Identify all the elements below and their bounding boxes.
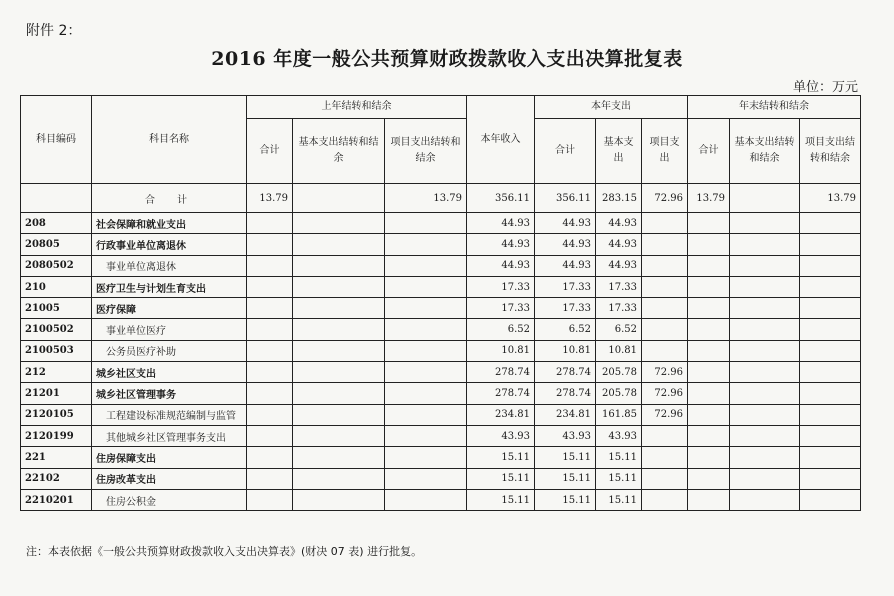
row-end-total-cell bbox=[688, 298, 730, 319]
row-income-cell: 15.11 bbox=[467, 489, 535, 510]
table-row bbox=[21, 425, 861, 446]
row-exp-project-cell bbox=[642, 489, 688, 510]
row-exp-total-cell: 15.11 bbox=[535, 468, 596, 489]
row-name-cell: 城乡社区管理事务 bbox=[92, 383, 247, 404]
exp-basic-text: 基本支出 bbox=[603, 137, 634, 164]
row-prev-project-cell bbox=[385, 255, 467, 276]
row-income-cell: 278.74 bbox=[467, 362, 535, 383]
row-income-cell: 43.93 bbox=[467, 425, 535, 446]
row-prev-project-cell bbox=[385, 425, 467, 446]
row-income-cell: 17.33 bbox=[467, 298, 535, 319]
row-end-basic-cell bbox=[730, 383, 800, 404]
col-exp-basic-header bbox=[596, 119, 642, 184]
total-prev-basic bbox=[293, 184, 385, 213]
row-prev-basic-cell bbox=[293, 298, 385, 319]
total-prev-project: 13.79 bbox=[385, 184, 467, 213]
row-code-cell: 2100503 bbox=[21, 340, 92, 361]
table-row bbox=[21, 276, 861, 297]
row-income-cell: 17.33 bbox=[467, 276, 535, 297]
prev-project-text: 项目支出结转和结余 bbox=[390, 137, 461, 164]
row-end-basic-cell bbox=[730, 340, 800, 361]
row-prev-total-cell bbox=[247, 447, 293, 468]
col-exp-total-header: 合计 bbox=[535, 119, 596, 184]
row-prev-project-cell bbox=[385, 362, 467, 383]
col-name-header: 科目名称 bbox=[92, 96, 247, 184]
row-income-cell: 15.11 bbox=[467, 447, 535, 468]
table-row bbox=[21, 298, 861, 319]
row-prev-total-cell bbox=[247, 404, 293, 425]
table-row bbox=[21, 489, 861, 510]
row-exp-project-cell bbox=[642, 319, 688, 340]
row-exp-project-cell bbox=[642, 447, 688, 468]
row-exp-basic-cell: 15.11 bbox=[596, 468, 642, 489]
col-income-header: 本年收入 bbox=[467, 96, 535, 184]
row-end-basic-cell bbox=[730, 255, 800, 276]
header-row-groups bbox=[21, 96, 861, 119]
row-prev-basic-cell bbox=[293, 468, 385, 489]
row-exp-basic-cell: 44.93 bbox=[596, 255, 642, 276]
row-end-project-cell bbox=[800, 489, 861, 510]
table-row bbox=[21, 468, 861, 489]
total-exp-total: 356.11 bbox=[535, 184, 596, 213]
row-name-cell: 住房改革支出 bbox=[92, 468, 247, 489]
row-name-cell: 事业单位离退休 bbox=[92, 255, 247, 276]
row-end-total-cell bbox=[688, 362, 730, 383]
row-income-cell: 44.93 bbox=[467, 234, 535, 255]
unit-label: 单位：万元 bbox=[792, 80, 858, 95]
row-code-cell: 2100502 bbox=[21, 319, 92, 340]
row-end-project-cell bbox=[800, 404, 861, 425]
row-end-total-cell bbox=[688, 340, 730, 361]
table-row bbox=[21, 255, 861, 276]
row-exp-project-cell: 72.96 bbox=[642, 362, 688, 383]
row-end-project-cell bbox=[800, 234, 861, 255]
row-exp-project-cell: 72.96 bbox=[642, 404, 688, 425]
row-exp-basic-cell: 205.78 bbox=[596, 383, 642, 404]
row-exp-total-cell: 44.93 bbox=[535, 255, 596, 276]
row-exp-basic-cell: 15.11 bbox=[596, 447, 642, 468]
row-prev-total-cell bbox=[247, 276, 293, 297]
row-end-project-cell bbox=[800, 298, 861, 319]
table-row bbox=[21, 213, 861, 234]
row-exp-total-cell: 44.93 bbox=[535, 234, 596, 255]
row-name-cell: 住房公积金 bbox=[92, 489, 247, 510]
attachment-label: 附件 2： bbox=[26, 23, 82, 39]
row-exp-basic-cell: 205.78 bbox=[596, 362, 642, 383]
row-end-project-cell bbox=[800, 468, 861, 489]
row-end-basic-cell bbox=[730, 298, 800, 319]
row-exp-total-cell: 15.11 bbox=[535, 489, 596, 510]
row-exp-project-cell: 72.96 bbox=[642, 383, 688, 404]
row-end-basic-cell bbox=[730, 404, 800, 425]
row-exp-total-cell: 234.81 bbox=[535, 404, 596, 425]
row-exp-basic-cell: 43.93 bbox=[596, 425, 642, 446]
row-exp-total-cell: 15.11 bbox=[535, 447, 596, 468]
total-end-total: 13.79 bbox=[688, 184, 730, 213]
row-name-cell: 其他城乡社区管理事务支出 bbox=[92, 425, 247, 446]
row-end-total-cell bbox=[688, 213, 730, 234]
row-code-cell: 2120199 bbox=[21, 425, 92, 446]
col-end-basic-header bbox=[730, 119, 800, 184]
row-prev-basic-cell bbox=[293, 447, 385, 468]
row-exp-total-cell: 278.74 bbox=[535, 383, 596, 404]
row-exp-basic-cell: 44.93 bbox=[596, 213, 642, 234]
row-income-cell: 44.93 bbox=[467, 255, 535, 276]
total-income: 356.11 bbox=[467, 184, 535, 213]
row-prev-total-cell bbox=[247, 298, 293, 319]
total-exp-basic: 283.15 bbox=[596, 184, 642, 213]
row-exp-basic-cell: 10.81 bbox=[596, 340, 642, 361]
row-name-cell: 医疗保障 bbox=[92, 298, 247, 319]
row-prev-basic-cell bbox=[293, 362, 385, 383]
row-exp-project-cell bbox=[642, 213, 688, 234]
row-end-total-cell bbox=[688, 404, 730, 425]
row-end-total-cell bbox=[688, 447, 730, 468]
col-prev-project-header bbox=[385, 119, 467, 184]
row-prev-project-cell bbox=[385, 298, 467, 319]
row-end-basic-cell bbox=[730, 234, 800, 255]
table-row bbox=[21, 340, 861, 361]
row-exp-total-cell: 43.93 bbox=[535, 425, 596, 446]
table-row bbox=[21, 447, 861, 468]
row-end-project-cell bbox=[800, 362, 861, 383]
total-prev-total: 13.79 bbox=[247, 184, 293, 213]
row-prev-total-cell bbox=[247, 213, 293, 234]
row-income-cell: 10.81 bbox=[467, 340, 535, 361]
row-prev-project-cell bbox=[385, 447, 467, 468]
row-exp-total-cell: 17.33 bbox=[535, 298, 596, 319]
budget-table bbox=[20, 95, 861, 511]
total-label-cell: 合 计 bbox=[92, 184, 247, 213]
row-end-total-cell bbox=[688, 489, 730, 510]
row-prev-project-cell bbox=[385, 213, 467, 234]
footnote: 注：本表依据《一般公共预算财政拨款收入支出决算表》(财决 07 表) 进行批复。 bbox=[26, 545, 423, 558]
row-exp-project-cell bbox=[642, 340, 688, 361]
row-prev-project-cell bbox=[385, 489, 467, 510]
total-code-cell bbox=[21, 184, 92, 213]
row-prev-total-cell bbox=[247, 362, 293, 383]
row-end-project-cell bbox=[800, 276, 861, 297]
row-code-cell: 221 bbox=[21, 447, 92, 468]
row-end-basic-cell bbox=[730, 489, 800, 510]
col-exp-group-header: 本年支出 bbox=[535, 96, 688, 119]
row-end-project-cell bbox=[800, 255, 861, 276]
row-prev-total-cell bbox=[247, 468, 293, 489]
page-title: 2016 年度一般公共预算财政拨款收入支出决算批复表 bbox=[211, 48, 683, 70]
row-code-cell: 2210201 bbox=[21, 489, 92, 510]
col-code-header: 科目编码 bbox=[21, 96, 92, 184]
row-prev-basic-cell bbox=[293, 234, 385, 255]
row-name-cell: 医疗卫生与计划生育支出 bbox=[92, 276, 247, 297]
row-prev-total-cell bbox=[247, 383, 293, 404]
row-end-project-cell bbox=[800, 213, 861, 234]
row-prev-total-cell bbox=[247, 255, 293, 276]
row-name-cell: 住房保障支出 bbox=[92, 447, 247, 468]
row-prev-basic-cell bbox=[293, 489, 385, 510]
table-row bbox=[21, 234, 861, 255]
row-exp-basic-cell: 6.52 bbox=[596, 319, 642, 340]
col-end-project-header bbox=[800, 119, 861, 184]
row-end-project-cell bbox=[800, 340, 861, 361]
row-exp-total-cell: 17.33 bbox=[535, 276, 596, 297]
row-end-basic-cell bbox=[730, 425, 800, 446]
row-end-total-cell bbox=[688, 276, 730, 297]
table-body bbox=[21, 184, 861, 511]
row-code-cell: 22102 bbox=[21, 468, 92, 489]
row-income-cell: 15.11 bbox=[467, 468, 535, 489]
row-exp-total-cell: 278.74 bbox=[535, 362, 596, 383]
total-row bbox=[21, 184, 861, 213]
row-exp-basic-cell: 17.33 bbox=[596, 276, 642, 297]
row-prev-total-cell bbox=[247, 234, 293, 255]
row-name-cell: 行政事业单位离退休 bbox=[92, 234, 247, 255]
table-row bbox=[21, 362, 861, 383]
row-prev-basic-cell bbox=[293, 340, 385, 361]
row-end-project-cell bbox=[800, 383, 861, 404]
row-exp-basic-cell: 17.33 bbox=[596, 298, 642, 319]
total-end-project: 13.79 bbox=[800, 184, 861, 213]
row-prev-basic-cell bbox=[293, 425, 385, 446]
row-end-total-cell bbox=[688, 234, 730, 255]
row-end-basic-cell bbox=[730, 468, 800, 489]
row-prev-total-cell bbox=[247, 319, 293, 340]
end-basic-text: 基本支出结转和结余 bbox=[734, 137, 795, 164]
col-exp-project-header bbox=[642, 119, 688, 184]
row-exp-project-cell bbox=[642, 234, 688, 255]
row-prev-total-cell bbox=[247, 489, 293, 510]
row-prev-project-cell bbox=[385, 404, 467, 425]
row-prev-basic-cell bbox=[293, 255, 385, 276]
row-end-basic-cell bbox=[730, 319, 800, 340]
row-end-project-cell bbox=[800, 319, 861, 340]
row-prev-basic-cell bbox=[293, 404, 385, 425]
row-exp-project-cell bbox=[642, 298, 688, 319]
row-exp-basic-cell: 44.93 bbox=[596, 234, 642, 255]
row-name-cell: 社会保障和就业支出 bbox=[92, 213, 247, 234]
row-exp-basic-cell: 15.11 bbox=[596, 489, 642, 510]
row-end-basic-cell bbox=[730, 362, 800, 383]
row-exp-basic-cell: 161.85 bbox=[596, 404, 642, 425]
row-name-cell: 公务员医疗补助 bbox=[92, 340, 247, 361]
row-exp-total-cell: 6.52 bbox=[535, 319, 596, 340]
row-code-cell: 21201 bbox=[21, 383, 92, 404]
row-end-total-cell bbox=[688, 255, 730, 276]
row-income-cell: 234.81 bbox=[467, 404, 535, 425]
row-prev-basic-cell bbox=[293, 213, 385, 234]
row-prev-total-cell bbox=[247, 425, 293, 446]
row-end-project-cell bbox=[800, 425, 861, 446]
row-end-total-cell bbox=[688, 319, 730, 340]
col-end-total-header: 合计 bbox=[688, 119, 730, 184]
row-prev-project-cell bbox=[385, 319, 467, 340]
row-exp-project-cell bbox=[642, 425, 688, 446]
row-exp-project-cell bbox=[642, 276, 688, 297]
row-code-cell: 208 bbox=[21, 213, 92, 234]
row-exp-project-cell bbox=[642, 255, 688, 276]
row-code-cell: 2080502 bbox=[21, 255, 92, 276]
row-prev-basic-cell bbox=[293, 276, 385, 297]
total-exp-project: 72.96 bbox=[642, 184, 688, 213]
row-prev-total-cell bbox=[247, 340, 293, 361]
row-end-total-cell bbox=[688, 468, 730, 489]
col-end-group-header: 年末结转和结余 bbox=[688, 96, 861, 119]
row-name-cell: 事业单位医疗 bbox=[92, 319, 247, 340]
row-income-cell: 44.93 bbox=[467, 213, 535, 234]
row-exp-total-cell: 44.93 bbox=[535, 213, 596, 234]
row-prev-basic-cell bbox=[293, 319, 385, 340]
table-row bbox=[21, 404, 861, 425]
total-end-basic bbox=[730, 184, 800, 213]
row-code-cell: 20805 bbox=[21, 234, 92, 255]
table-row bbox=[21, 319, 861, 340]
row-end-total-cell bbox=[688, 425, 730, 446]
exp-project-text: 项目支出 bbox=[649, 137, 680, 164]
row-prev-project-cell bbox=[385, 234, 467, 255]
end-project-text: 项目支出结转和结余 bbox=[805, 137, 856, 164]
row-code-cell: 2120105 bbox=[21, 404, 92, 425]
row-end-basic-cell bbox=[730, 276, 800, 297]
row-income-cell: 6.52 bbox=[467, 319, 535, 340]
row-code-cell: 210 bbox=[21, 276, 92, 297]
row-prev-project-cell bbox=[385, 383, 467, 404]
row-end-project-cell bbox=[800, 447, 861, 468]
row-end-basic-cell bbox=[730, 447, 800, 468]
col-prev-total-header: 合计 bbox=[247, 119, 293, 184]
row-name-cell: 工程建设标准规范编制与监管 bbox=[92, 404, 247, 425]
row-end-total-cell bbox=[688, 383, 730, 404]
row-name-cell: 城乡社区支出 bbox=[92, 362, 247, 383]
row-code-cell: 212 bbox=[21, 362, 92, 383]
prev-basic-text: 基本支出结转和结余 bbox=[298, 137, 379, 164]
col-prev-basic-header bbox=[293, 119, 385, 184]
row-exp-total-cell: 10.81 bbox=[535, 340, 596, 361]
row-end-basic-cell bbox=[730, 213, 800, 234]
table-row bbox=[21, 383, 861, 404]
row-prev-project-cell bbox=[385, 276, 467, 297]
row-code-cell: 21005 bbox=[21, 298, 92, 319]
row-prev-project-cell bbox=[385, 340, 467, 361]
col-prev-group-header: 上年结转和结余 bbox=[247, 96, 467, 119]
row-exp-project-cell bbox=[642, 468, 688, 489]
row-prev-project-cell bbox=[385, 468, 467, 489]
row-income-cell: 278.74 bbox=[467, 383, 535, 404]
row-prev-basic-cell bbox=[293, 383, 385, 404]
